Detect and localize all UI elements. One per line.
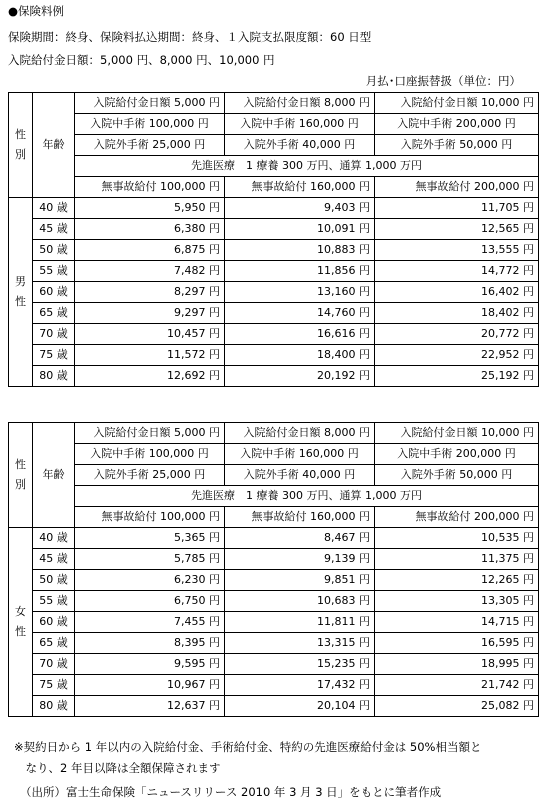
- daily-header: 入院給付金日額 5,000 円: [75, 423, 225, 444]
- header-row-advanced: [9, 156, 539, 177]
- premium-cell: 5,365 円: [75, 528, 225, 549]
- premium-cell: 12,265 円: [375, 570, 539, 591]
- premium-cell: 13,160 円: [225, 282, 375, 303]
- premium-cell: 9,595 円: [75, 654, 225, 675]
- noclaim-header: 無事故給付 100,000 円: [75, 507, 225, 528]
- premium-cell: 14,772 円: [375, 261, 539, 282]
- premium-cell: 11,856 円: [225, 261, 375, 282]
- premium-cell: 16,595 円: [375, 633, 539, 654]
- table-row: [9, 591, 539, 612]
- premium-cell: 5,785 円: [75, 549, 225, 570]
- daily-header: 入院給付金日額 5,000 円: [75, 93, 225, 114]
- age-cell: 75 歳: [33, 345, 75, 366]
- inpatient-header: 入院中手術 100,000 円: [75, 114, 225, 135]
- table-row: [9, 675, 539, 696]
- premium-cell: 9,139 円: [225, 549, 375, 570]
- premium-cell: 10,967 円: [75, 675, 225, 696]
- unit-note: 月払･口座振替扱（単位：円）: [365, 74, 521, 88]
- footnote-line-1: ※契約日から 1 年以内の入院給付金、手術給付金、特約の先進医療給付金は 50%相当額と: [14, 740, 482, 754]
- outpatient-header: 入院外手術 25,000 円: [75, 135, 225, 156]
- outpatient-header: 入院外手術 40,000 円: [225, 135, 375, 156]
- daily-benefit-options: 入院給付金日額：5,000 円、8,000 円、10,000 円: [8, 53, 275, 67]
- table-row: [9, 219, 539, 240]
- sex-label-female: 女 性: [9, 528, 33, 717]
- table-row: [9, 198, 539, 219]
- noclaim-header: 無事故給付 160,000 円: [225, 177, 375, 198]
- premium-cell: 12,565 円: [375, 219, 539, 240]
- table-row: [9, 366, 539, 387]
- premium-cell: 21,742 円: [375, 675, 539, 696]
- premium-cell: 22,952 円: [375, 345, 539, 366]
- sex-header: 性 別: [9, 93, 33, 198]
- footnote-line-2: なり、2 年目以降は全額保障されます: [14, 761, 221, 775]
- premium-cell: 13,555 円: [375, 240, 539, 261]
- premium-cell: 6,230 円: [75, 570, 225, 591]
- premium-cell: 13,305 円: [375, 591, 539, 612]
- age-cell: 70 歳: [33, 324, 75, 345]
- header-row-inpatient: [9, 444, 539, 465]
- noclaim-header: 無事故給付 200,000 円: [375, 177, 539, 198]
- age-cell: 45 歳: [33, 549, 75, 570]
- premium-cell: 20,772 円: [375, 324, 539, 345]
- premium-cell: 7,455 円: [75, 612, 225, 633]
- table-row: [9, 696, 539, 717]
- premium-cell: 6,380 円: [75, 219, 225, 240]
- premium-cell: 11,705 円: [375, 198, 539, 219]
- premium-cell: 9,403 円: [225, 198, 375, 219]
- header-row-inpatient: [9, 114, 539, 135]
- premium-cell: 5,950 円: [75, 198, 225, 219]
- premium-cell: 10,883 円: [225, 240, 375, 261]
- premium-cell: 14,760 円: [225, 303, 375, 324]
- premium-table-female: [8, 422, 539, 717]
- premium-cell: 9,297 円: [75, 303, 225, 324]
- age-cell: 60 歳: [33, 282, 75, 303]
- daily-header: 入院給付金日額 8,000 円: [225, 93, 375, 114]
- daily-header: 入院給付金日額 8,000 円: [225, 423, 375, 444]
- noclaim-header: 無事故給付 200,000 円: [375, 507, 539, 528]
- age-cell: 80 歳: [33, 696, 75, 717]
- inpatient-header: 入院中手術 160,000 円: [225, 114, 375, 135]
- premium-cell: 13,315 円: [225, 633, 375, 654]
- inpatient-header: 入院中手術 100,000 円: [75, 444, 225, 465]
- table-row: [9, 528, 539, 549]
- table-row: [9, 549, 539, 570]
- premium-cell: 8,395 円: [75, 633, 225, 654]
- age-header: 年齢: [33, 93, 75, 198]
- table-row: [9, 261, 539, 282]
- premium-cell: 18,995 円: [375, 654, 539, 675]
- sex-header: 性 別: [9, 423, 33, 528]
- daily-header: 入院給付金日額 10,000 円: [375, 93, 539, 114]
- premium-cell: 9,851 円: [225, 570, 375, 591]
- premium-cell: 11,811 円: [225, 612, 375, 633]
- premium-cell: 11,572 円: [75, 345, 225, 366]
- inpatient-header: 入院中手術 200,000 円: [375, 114, 539, 135]
- age-cell: 75 歳: [33, 675, 75, 696]
- premium-cell: 10,091 円: [225, 219, 375, 240]
- premium-table-male: [8, 92, 539, 387]
- table-row: [9, 303, 539, 324]
- header-row-outpatient: [9, 135, 539, 156]
- outpatient-header: 入院外手術 50,000 円: [375, 135, 539, 156]
- header-row-daily: [9, 93, 539, 114]
- age-cell: 65 歳: [33, 303, 75, 324]
- age-header: 年齢: [33, 423, 75, 528]
- premium-cell: 12,637 円: [75, 696, 225, 717]
- table-row: [9, 345, 539, 366]
- outpatient-header: 入院外手術 40,000 円: [225, 465, 375, 486]
- age-cell: 50 歳: [33, 570, 75, 591]
- policy-terms: 保険期間：終身、保険料払込期間：終身、１入院支払限度額：60 日型: [8, 30, 372, 44]
- premium-cell: 25,082 円: [375, 696, 539, 717]
- age-cell: 40 歳: [33, 528, 75, 549]
- age-cell: 55 歳: [33, 591, 75, 612]
- premium-cell: 18,402 円: [375, 303, 539, 324]
- inpatient-header: 入院中手術 160,000 円: [225, 444, 375, 465]
- premium-cell: 17,432 円: [225, 675, 375, 696]
- age-cell: 45 歳: [33, 219, 75, 240]
- premium-cell: 10,457 円: [75, 324, 225, 345]
- sex-label-male: 男 性: [9, 198, 33, 387]
- premium-cell: 14,715 円: [375, 612, 539, 633]
- premium-cell: 15,235 円: [225, 654, 375, 675]
- header-row-outpatient: [9, 465, 539, 486]
- premium-cell: 12,692 円: [75, 366, 225, 387]
- noclaim-header: 無事故給付 160,000 円: [225, 507, 375, 528]
- header-row-noclaim: [9, 177, 539, 198]
- age-cell: 60 歳: [33, 612, 75, 633]
- daily-header: 入院給付金日額 10,000 円: [375, 423, 539, 444]
- table-row: [9, 240, 539, 261]
- premium-cell: 10,535 円: [375, 528, 539, 549]
- header-row-noclaim: [9, 507, 539, 528]
- noclaim-header: 無事故給付 100,000 円: [75, 177, 225, 198]
- premium-cell: 11,375 円: [375, 549, 539, 570]
- table-row: [9, 324, 539, 345]
- age-cell: 40 歳: [33, 198, 75, 219]
- age-cell: 80 歳: [33, 366, 75, 387]
- premium-cell: 16,402 円: [375, 282, 539, 303]
- table-row: [9, 570, 539, 591]
- premium-cell: 10,683 円: [225, 591, 375, 612]
- header-row-daily: [9, 423, 539, 444]
- source-note: （出所）富士生命保険「ニュースリリース 2010 年 3 月 3 日」をもとに筆者作成: [20, 785, 442, 799]
- premium-cell: 20,104 円: [225, 696, 375, 717]
- age-cell: 55 歳: [33, 261, 75, 282]
- table-row: [9, 282, 539, 303]
- premium-cell: 25,192 円: [375, 366, 539, 387]
- premium-cell: 20,192 円: [225, 366, 375, 387]
- age-cell: 65 歳: [33, 633, 75, 654]
- heading: ●保険料例: [8, 4, 65, 18]
- premium-cell: 7,482 円: [75, 261, 225, 282]
- premium-cell: 8,467 円: [225, 528, 375, 549]
- premium-cell: 16,616 円: [225, 324, 375, 345]
- table-row: [9, 633, 539, 654]
- premium-cell: 18,400 円: [225, 345, 375, 366]
- age-cell: 70 歳: [33, 654, 75, 675]
- advanced-header: 先進医療 1 療養 300 万円、通算 1,000 万円: [75, 486, 539, 507]
- advanced-header: 先進医療 1 療養 300 万円、通算 1,000 万円: [75, 156, 539, 177]
- header-row-advanced: [9, 486, 539, 507]
- premium-cell: 6,750 円: [75, 591, 225, 612]
- premium-cell: 8,297 円: [75, 282, 225, 303]
- outpatient-header: 入院外手術 25,000 円: [75, 465, 225, 486]
- inpatient-header: 入院中手術 200,000 円: [375, 444, 539, 465]
- table-row: [9, 612, 539, 633]
- outpatient-header: 入院外手術 50,000 円: [375, 465, 539, 486]
- premium-cell: 6,875 円: [75, 240, 225, 261]
- table-row: [9, 654, 539, 675]
- age-cell: 50 歳: [33, 240, 75, 261]
